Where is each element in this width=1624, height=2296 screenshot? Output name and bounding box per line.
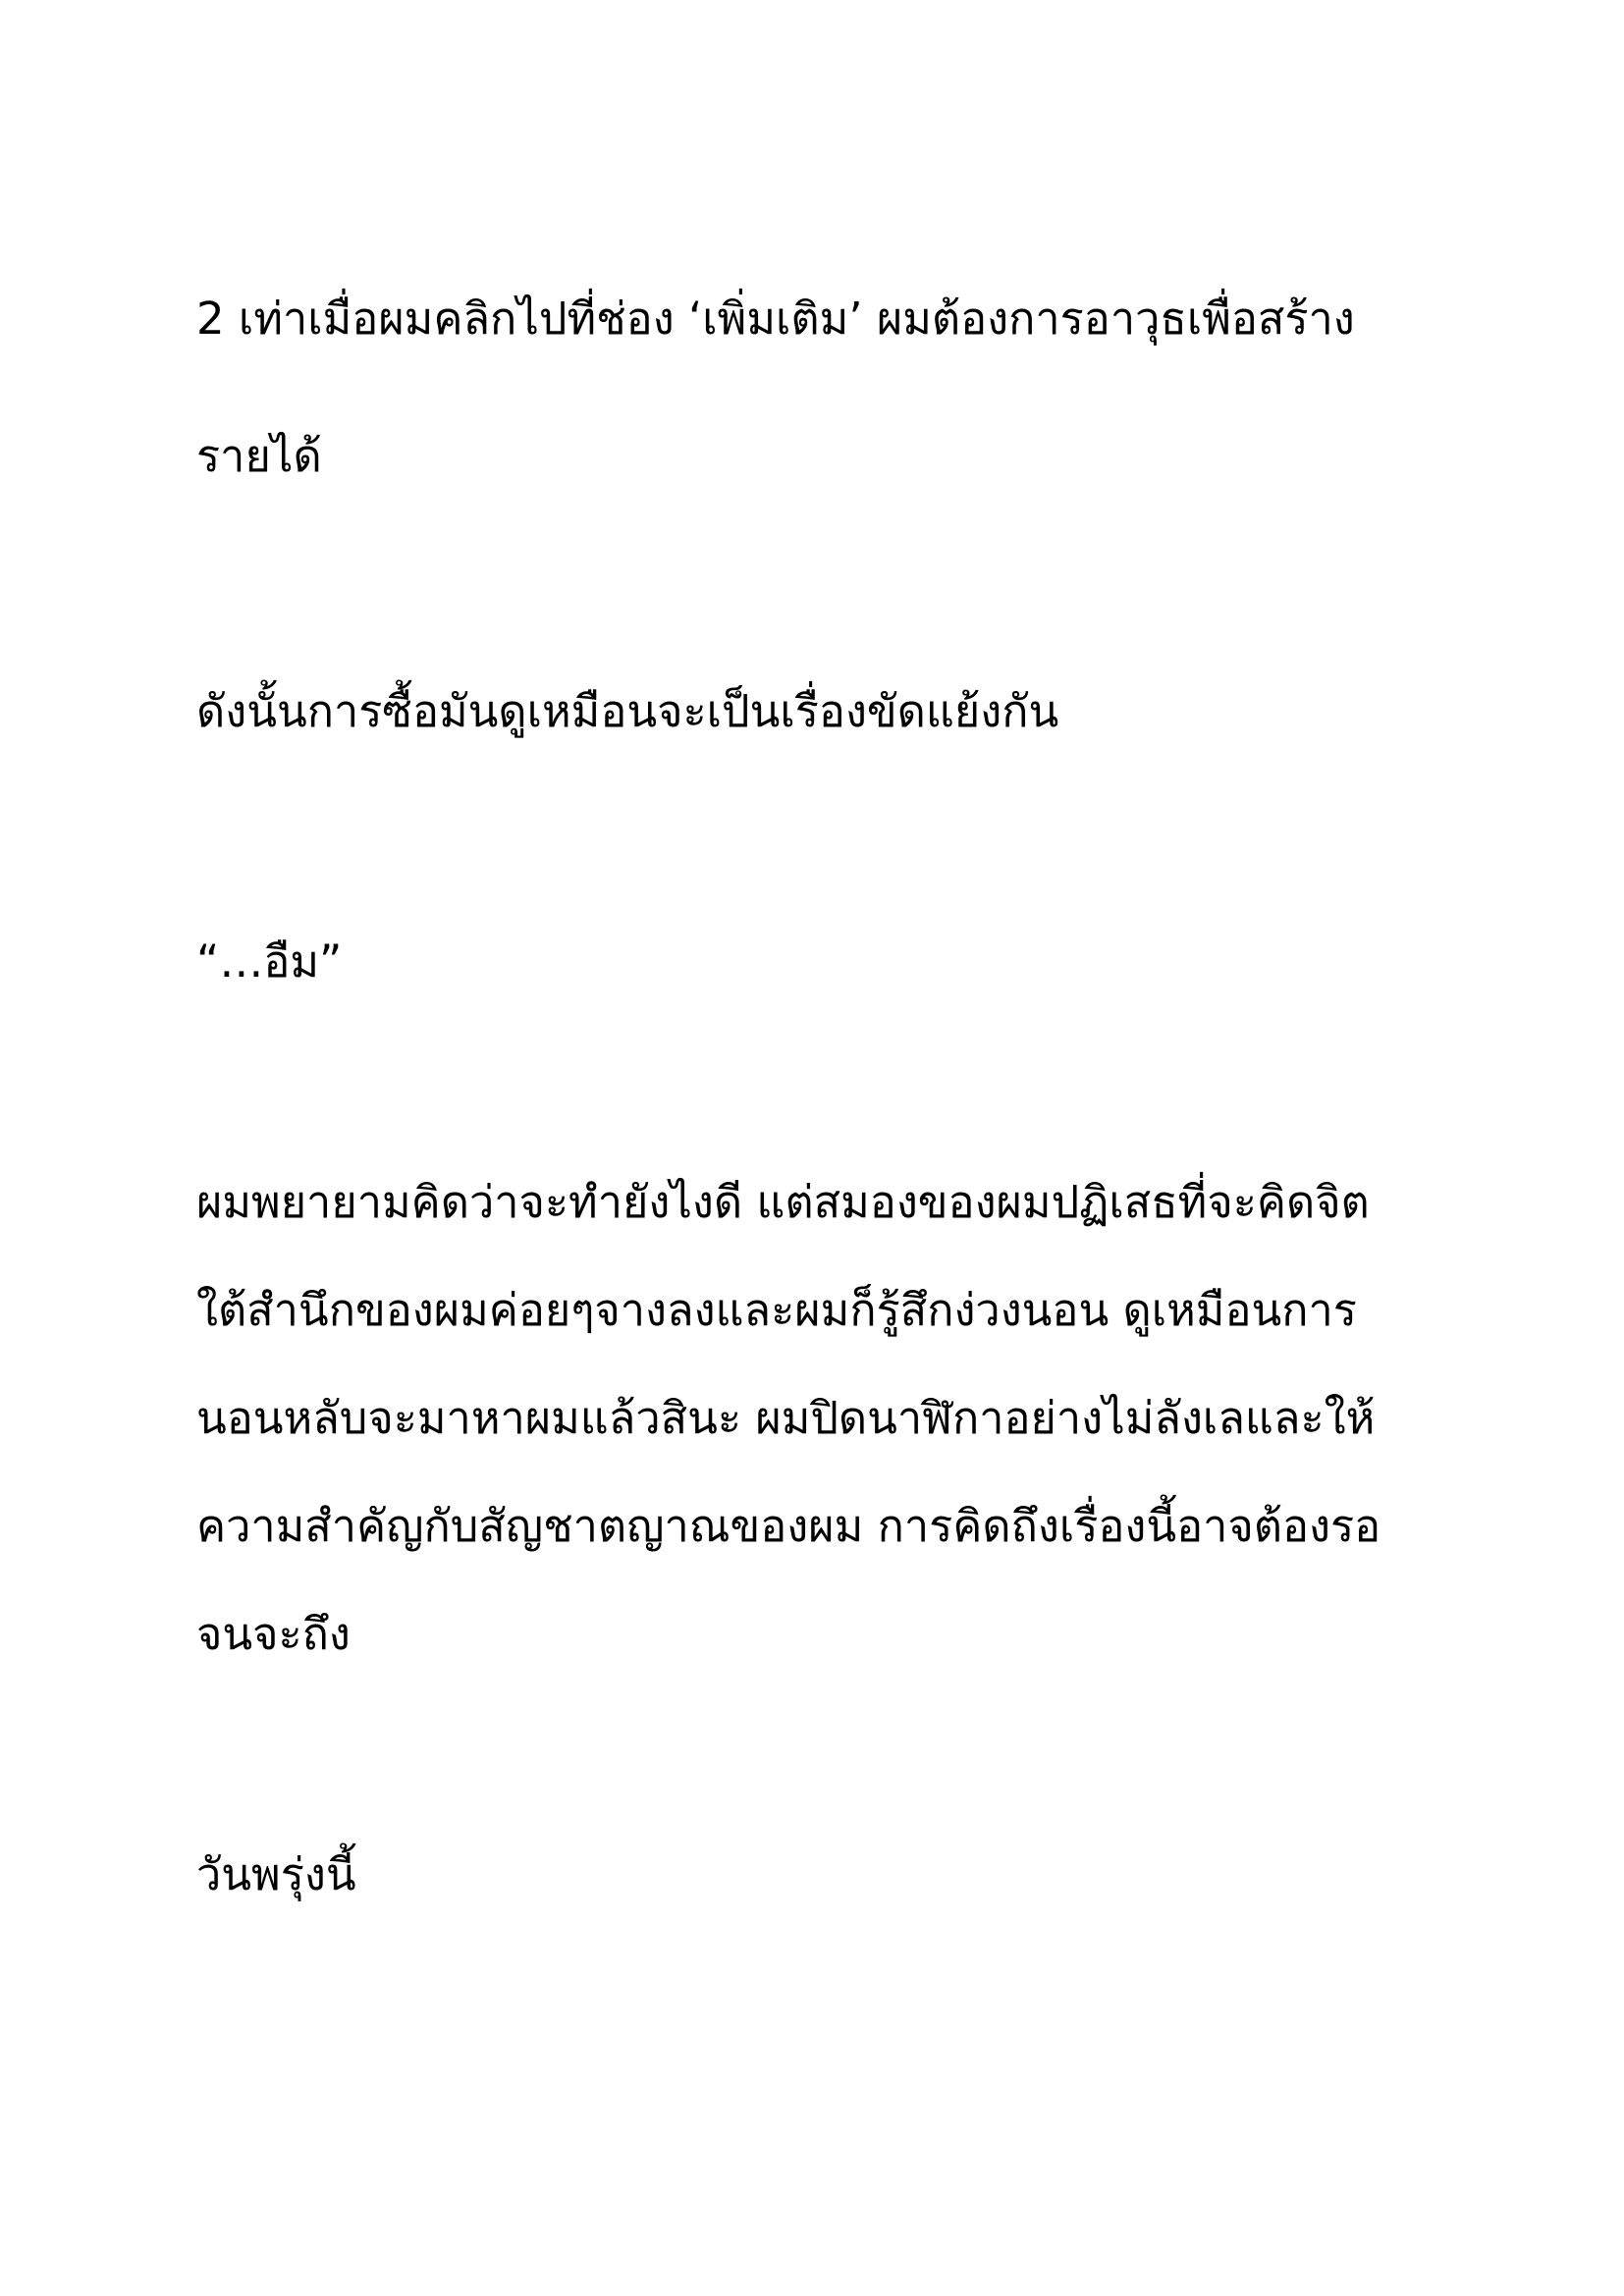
paragraph-3-line-1: “…อืม” [196,935,343,988]
paragraph-4-line-2: ใต้สำนึกของผมค่อยๆจางลงและผมก็รู้สึกง่วงนอน ดูเหมือนการ [196,1284,1357,1336]
paragraph-2-line-1: ดังนั้นการซื้อมันดูเหมือนจะเป็นเรื่องขัดแย้งกัน [196,685,1059,737]
paragraph-4-line-3: นอนหลับจะมาหาผมแล้วสินะ ผมปิดนาฬิกาอย่างไม่ลังเลและให้ [196,1392,1376,1444]
paragraph-4-line-5: จนจะถึง [196,1608,351,1660]
paragraph-1-line-1: 2 เท่าเมื่อผมคลิกไปที่ช่อง ‘เพิ่มเติม’ ผมต้องการอาวุธเพื่อสร้าง [196,293,1355,345]
paragraph-4-line-1: ผมพยายามคิดว่าจะทำยังไงดี แต่สมองของผมปฏิเสธที่จะคิดจิต [196,1176,1370,1228]
paragraph-5-line-1: วันพรุ่งนี้ [196,1848,356,1900]
paragraph-1-line-2: รายได้ [196,430,322,482]
paragraph-4-line-4: ความสำคัญกับสัญชาตญาณของผม การคิดถึงเรื่องนี้อาจต้องรอ [196,1500,1381,1552]
